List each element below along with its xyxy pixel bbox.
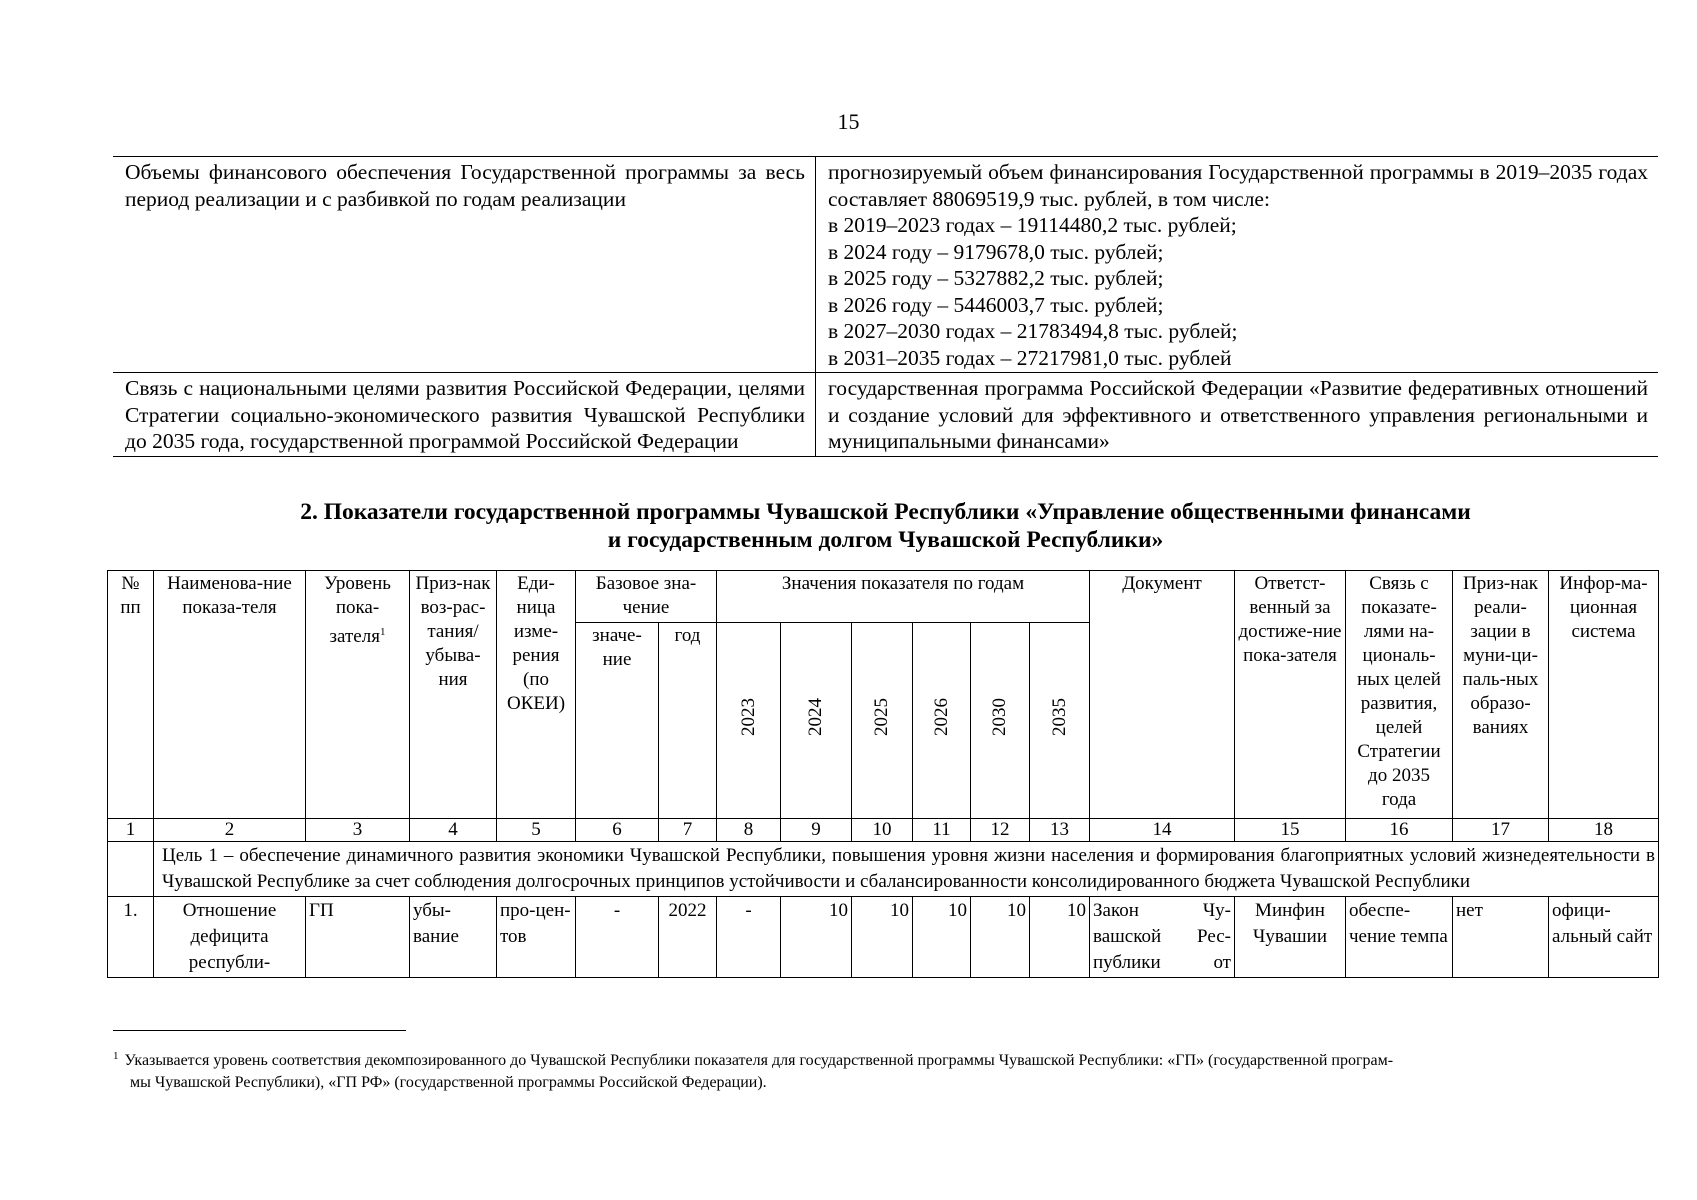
colnum-3: 3: [306, 819, 410, 842]
year-2030-label: 2030: [989, 698, 1010, 736]
footnote-ref: 1: [379, 626, 386, 638]
section-title-line2: и государственным долгом Чувашской Республики»: [607, 527, 1164, 553]
header-row-top: [108, 571, 1659, 623]
section-title: [113, 498, 1658, 554]
colnum-10: 10: [852, 819, 913, 842]
funding-2024: в 2024 году – 9179678,0 тыс. рублей;: [828, 239, 1164, 264]
colnum-15: 15: [1235, 819, 1346, 842]
goal-num-cell: [108, 842, 154, 897]
row1-value-2030: 10: [971, 897, 1030, 978]
passport-value-funding: [816, 157, 1659, 373]
passport-row-funding: [113, 157, 1658, 373]
row1-name: Отношение дефицита республи-: [154, 897, 306, 978]
footnote-mark: 1: [113, 1050, 119, 1062]
doc-word: Рес-: [1197, 926, 1231, 947]
col-name-header: Наименова-ние показа-теля: [154, 571, 306, 819]
col-unit-header: Еди-ница изме-рения (по ОКЕИ): [497, 571, 576, 819]
doc-word: Закон: [1093, 900, 1139, 921]
funding-2019-2023: в 2019–2023 годах – 19114480,2 тыс. рублей;: [828, 213, 1237, 237]
passport-value-link: государственная программа Российской Федерации «Развитие федеративных отношений и создание условий для эффективного и ответственного управления региональными и муниципальными финансами»: [816, 373, 1659, 457]
footnote: [113, 1045, 1613, 1094]
row1-document-line3: [1093, 950, 1231, 976]
col-values-header: Значения показателя по годам: [717, 571, 1090, 623]
row1-value-2035: 10: [1030, 897, 1090, 978]
colnum-17: 17: [1453, 819, 1549, 842]
row1-value-2024: 10: [781, 897, 852, 978]
colnum-6: 6: [576, 819, 659, 842]
colnum-9: 9: [781, 819, 852, 842]
year-2026-label: 2026: [930, 698, 952, 736]
table-row: [108, 897, 1659, 978]
goal-row: [108, 842, 1659, 897]
col-responsible-header: Ответст-венный за достиже-ние пока-зателя: [1235, 571, 1346, 819]
colnum-16: 16: [1346, 819, 1453, 842]
funding-total: прогнозируемый объем финансирования Государственной программы в 2019–2035 годах составляет 88069519,9 тыс. рублей, в том числе:: [828, 160, 1648, 211]
col-link-header: Связь с показате-лями на-циональ-ных целей развития, целей Стратегии до 2035 года: [1346, 571, 1453, 819]
col-year-2026-header: [913, 623, 971, 819]
row1-document-line1: [1093, 898, 1231, 924]
col-year-2030-header: [971, 623, 1030, 819]
year-2035-label: 2035: [1048, 698, 1070, 736]
doc-word: вашской: [1093, 926, 1162, 947]
year-2023-label: 2023: [737, 698, 759, 736]
row1-num: 1.: [108, 897, 154, 978]
col-year-2023-header: [717, 623, 781, 819]
passport-table: [113, 156, 1658, 457]
footnote-line2: мы Чувашской Республики), «ГП РФ» (государственной программы Российской Федерации).: [130, 1074, 767, 1091]
col-level-header: [306, 571, 410, 819]
doc-word: от: [1213, 952, 1231, 973]
col-level-label: Уровень пока-зателя: [324, 573, 391, 647]
col-num-header: № пп: [108, 571, 154, 819]
row1-value-2026: 10: [913, 897, 971, 978]
row1-sign: убы-вание: [410, 897, 497, 978]
indicators-table: [107, 570, 1659, 978]
goal-text: Цель 1 – обеспечение динамичного развития экономики Чувашской Республики, повышения уровня жизни населения и формирования благоприятных условий жизнедеятельности в Чувашской Республике за счет соблюдения долгосрочных принципов устойчивости и сбалансированности консолидированного бюджета Чувашской Республики: [154, 842, 1659, 897]
colnum-2: 2: [154, 819, 306, 842]
colnum-13: 13: [1030, 819, 1090, 842]
funding-2025: в 2025 году – 5327882,2 тыс. рублей;: [828, 266, 1164, 290]
col-infosystem-header: Инфор-ма-ционная система: [1549, 571, 1659, 819]
colnum-7: 7: [659, 819, 717, 842]
row1-unit: про-цен-тов: [497, 897, 576, 978]
col-base-header: Базовое зна-чение: [576, 571, 717, 623]
doc-word: публики: [1093, 952, 1161, 973]
colnum-1: 1: [108, 819, 154, 842]
colnum-14: 14: [1090, 819, 1235, 842]
row1-municipal: нет: [1453, 897, 1549, 978]
col-year-2024-header: [781, 623, 852, 819]
page-number: 15: [837, 109, 860, 134]
row1-link: обеспе-чение темпа: [1346, 897, 1453, 978]
row1-base-value: -: [576, 897, 659, 978]
doc-word: Чу-: [1202, 900, 1231, 921]
row1-infosystem: офици-альный сайт: [1549, 897, 1659, 978]
col-base-year-header: год: [659, 623, 717, 819]
row1-value-2023: -: [717, 897, 781, 978]
year-2025-label: 2025: [871, 698, 892, 736]
colnum-5: 5: [497, 819, 576, 842]
section-title-line1: 2. Показатели государственной программы Чувашской Республики «Управление общественными финансами: [300, 499, 1471, 525]
colnum-12: 12: [971, 819, 1030, 842]
colnum-4: 4: [410, 819, 497, 842]
footnote-line1: Указывается уровень соответствия декомпозированного до Чувашской Республики показателя для государственной программы Чувашской Республики: «ГП» (государственной програм-: [124, 1052, 1394, 1069]
colnum-8: 8: [717, 819, 781, 842]
passport-label-funding: Объемы финансового обеспечения Государственной программы за весь период реализации и с разбивкой по годам реализации: [113, 157, 816, 373]
row1-document: [1090, 897, 1235, 978]
colnum-11: 11: [913, 819, 971, 842]
col-year-2035-header: [1030, 623, 1090, 819]
row1-value-2025: 10: [852, 897, 913, 978]
col-base-value-header: значе-ние: [576, 623, 659, 819]
row1-level: ГП: [306, 897, 410, 978]
col-year-2025-header: [852, 623, 913, 819]
col-document-header: Документ: [1090, 571, 1235, 819]
footnote-divider: [113, 1030, 406, 1031]
row1-base-year: 2022: [659, 897, 717, 978]
col-sign-header: Приз-нак воз-рас-тания/ убыва-ния: [410, 571, 497, 819]
passport-row-link: [113, 373, 1658, 457]
col-municipal-header: Приз-нак реали-зации в муни-ци-паль-ных образо-ваниях: [1453, 571, 1549, 819]
funding-2027-2030: в 2027–2030 годах – 21783494,8 тыс. рублей;: [828, 319, 1238, 343]
row1-document-line2: [1093, 924, 1231, 950]
funding-2026: в 2026 году – 5446003,7 тыс. рублей;: [828, 292, 1164, 317]
colnum-18: 18: [1549, 819, 1659, 842]
passport-label-link: Связь с национальными целями развития Российской Федерации, целями Стратегии социально-экономического развития Чувашской Республики до 2035 года, государственной программой Российской Федерации: [113, 373, 816, 457]
row1-responsible: Минфин Чувашии: [1235, 897, 1346, 978]
year-2024-label: 2024: [805, 698, 826, 736]
funding-2031-2035: в 2031–2035 годах – 27217981,0 тыс. рублей: [828, 345, 1232, 370]
column-numbers-row: [108, 819, 1659, 842]
